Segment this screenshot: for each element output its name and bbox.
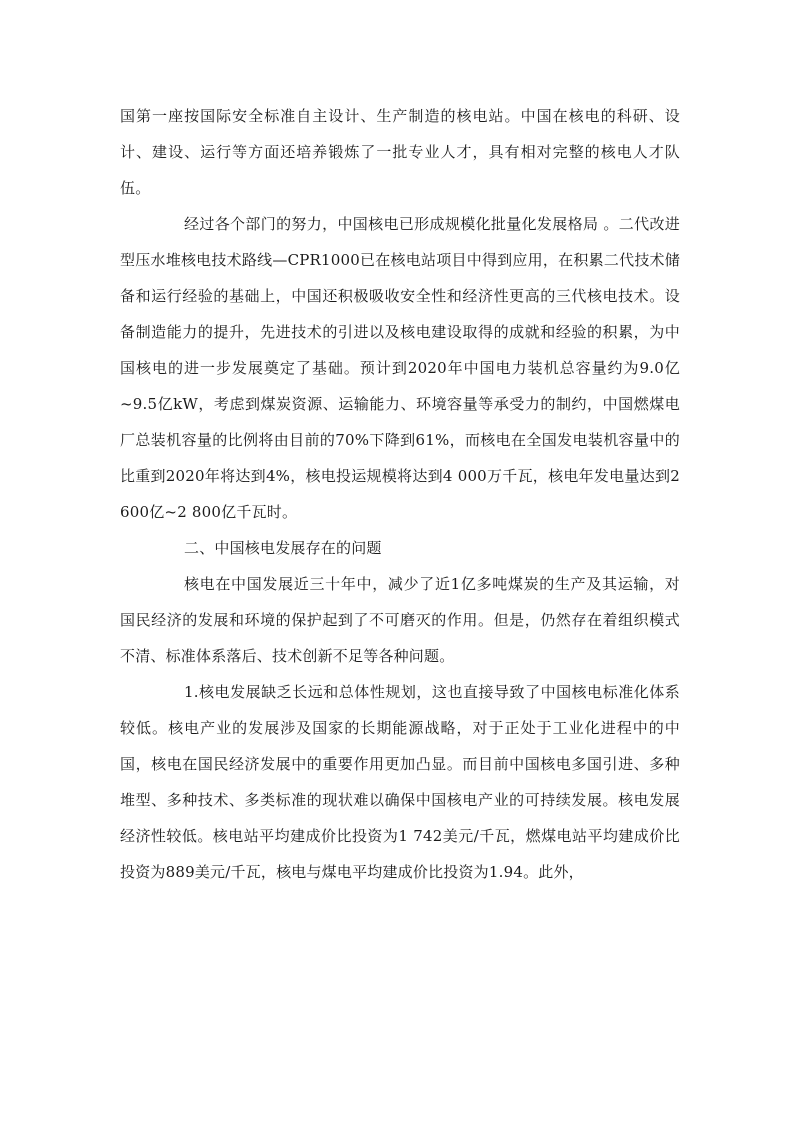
paragraph-3: 核电在中国发展近三十年中，减少了近1亿多吨煤炭的生产及其运输，对国民经济的发展和环境的保护起到了不可磨灭的作用。但是，仍然存在着组织模式不清、标准体系落后、技术创新不足等各种问题。: [120, 575, 680, 665]
paragraph-2: 经过各个部门的努力，中国核电已形成规模化批量化发展格局 。二代改进型压水堆核电技术路线—CPR1000已在核电站项目中得到应用，在积累二代技术储备和运行经验的基础上，中国还积极吸收安全性和经济性更高的三代核电技术。设备制造能力的提升，先进技术的引进以及核电建设取得的成就和经验的积累，为中国核电的进一步发展奠定了基础。预计到2020年中国电力装机总容量约为9.0亿~9.5亿kW，考虑到煤炭资源、运输能力、环境容量等承受力的制约，中国燃煤电厂总装机容量的比例将由目前的70%下降到61%，而核电在全国发电装机容量中的比重到2020年将达到4%，核电投运规模将达到4 000万千瓦，核电年发电量达到2 600亿~2 800亿千瓦时。: [120, 215, 680, 521]
paragraph-1: 国第一座按国际安全标准自主设计、生产制造的核电站。中国在核电的科研、设计、建设、运行等方面还培养锻炼了一批专业人才，具有相对完整的核电人才队伍。: [120, 107, 680, 197]
document-body: [120, 98, 680, 890]
paragraph-4: 1.核电发展缺乏长远和总体性规划，这也直接导致了中国核电标准化体系较低。核电产业的发展涉及国家的长期能源战略，对于正处于工业化进程中的中国，核电在国民经济发展中的重要作用更加凸显。而目前中国核电多国引进、多种堆型、多种技术、多类标准的现状难以确保中国核电产业的可持续发展。核电发展经济性较低。核电站平均建成价比投资为1 742美元/千瓦，燃煤电站平均建成价比投资为889美元/千瓦，核电与煤电平均建成价比投资为1.94。此外，: [120, 683, 680, 881]
section-heading: 二、中国核电发展存在的问题: [184, 539, 382, 557]
